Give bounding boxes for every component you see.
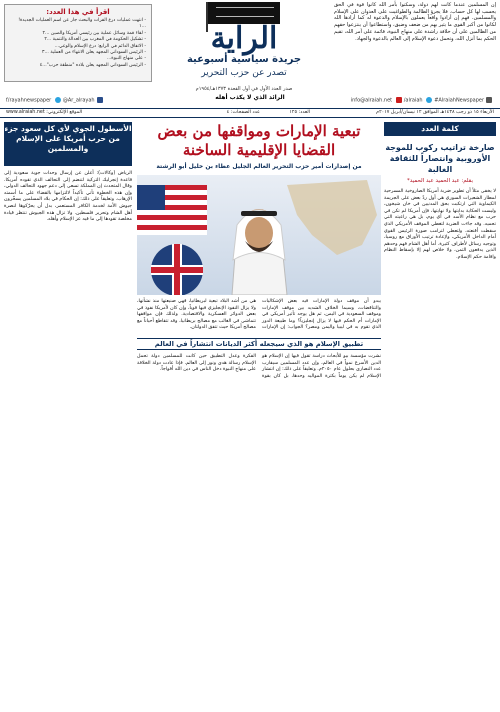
logo-title: الراية	[210, 21, 278, 56]
twitter-icon[interactable]	[55, 97, 61, 103]
facebook-icon[interactable]	[97, 97, 103, 103]
main-story-column	[137, 122, 381, 708]
logo-party: تصدر عن حزب التحرير	[201, 68, 287, 78]
editorial-author: بقلم: عبد الحميد عبد الحميد*	[406, 178, 473, 184]
email-link[interactable]: info@alraiah.net	[350, 97, 393, 104]
editorial-section-label: كلمة العدد	[384, 122, 496, 136]
inside-issue-title: اقرأ في هذا العدد:	[46, 8, 110, 16]
inside-issue-item[interactable]: - على منهاج النبوة...	[106, 56, 146, 62]
inside-issue-list	[10, 18, 146, 69]
social-links-left	[6, 97, 105, 104]
website-link[interactable]: الموقع الإلكتروني: www.alraiah.net	[6, 110, 83, 115]
inside-issue-item[interactable]: - لقاء قمة وسائل عملية بين رئيسي أمريكا والصين ...٢	[42, 30, 146, 36]
youtube-link[interactable]: /alraiah	[403, 97, 423, 104]
first-issue-line: صدر العدد الأول في أول القعدة ١٣٧٣هـ/١٩٥٤م	[195, 86, 293, 92]
editorial-body: لا يخفى مثلاً أن تطوير ضربة أمريكا الصاروخية المسرحية لمطار الشعيرات السوري هي أول ردّ بعض على الجريمة الكيماوية التي ارتكبت بحق المدنيين في خان شيخون، وليست الحكاية بدايتها ولا نهايتها، فإن أمريكا لم تكن في حرب مع نظام الأسد في أي يوم، بل هي راعيته التي تحميه. وقد جاءت الضربة لتغطي الموقف الأمريكي الذي سقطت أقنعته، ولتعطي لترامب صورة الرئيس القوي أمام الداخل الأمريكي، ولإعادة ترتيب الأوراق مع روسيا، وتوجيه رسائل لأطراف كثيرة. أما أهل الشام فهم وحدهم الذين يدفعون الثمن، ولا خلاص لهم إلا بإسقاط النظام واقامة حكم الإسلام.	[384, 189, 496, 260]
uk-flag-icon	[151, 244, 203, 295]
social-links-right	[351, 97, 494, 104]
second-headline[interactable]: تطبيق الإسلام هو الذي سيجعله أكثر الديانات انتشاراً في العالم	[137, 338, 381, 350]
email-icon[interactable]	[486, 97, 492, 103]
newspaper-logo	[156, 2, 332, 86]
main-story-photo	[137, 175, 381, 295]
issue-number: العدد: ١٢٥	[289, 110, 310, 115]
facebook-link[interactable]: f/rayahnewspaper	[6, 97, 52, 104]
flag-inscription-icon	[216, 7, 274, 17]
logo-subtitle: جريدة سياسية أسبوعية	[186, 54, 302, 65]
inside-issue-box	[4, 4, 152, 82]
twitter-link[interactable]: @Ar_alrayah	[62, 97, 95, 104]
side-story-headline[interactable]: الأسطول الجوي لأي كل سعود جزء من حرب أمريكا على الإسلام والمسلمين	[4, 122, 132, 166]
issue-date: الأربعاء ١٥ ذو رجب ١٤٣٨هـ الموافق ١٢ نيسان/أبريل ٢٠١٧م	[376, 110, 494, 115]
main-subheadline: من إصدارات أمير حزب التحرير العالم الجليل عطاء بن خليل أبو الرشتة	[156, 163, 362, 170]
inside-issue-item[interactable]: - انتهت عمليات درع الفرات والبحث جار عن اسم العمليات الجديدة! ...١	[18, 18, 146, 30]
page-count: عدد الصفحات: ٤	[226, 110, 260, 115]
portrait-with-flags-illustration	[137, 175, 381, 295]
us-flag-icon	[137, 185, 207, 235]
hashtag-link[interactable]: #AlraiahNewspaper	[434, 97, 484, 104]
youtube-icon[interactable]	[396, 97, 402, 103]
main-headline[interactable]: تبعية الإمارات ومواقفها من بعض القضايا الإقليمية الساخنة	[157, 122, 361, 159]
inside-issue-item[interactable]: - الرئيس السوداني المجهد يعلن الانتهاء من العملية ...٣	[42, 50, 146, 56]
side-story-column	[4, 122, 132, 708]
issue-info-bar	[0, 108, 500, 118]
motto: الرائد الذي لا يكذب أهله	[215, 94, 285, 101]
second-story-body: نشرت مؤسسة بيو للأبحاث دراسة تقول فيها إن الإسلام هو الدين الأسرع نمواً في العالم، وإن عدد المسلمين سيقارب عدد النصارى بحلول عام ٢٠٥٠م. وتعليقاً على ذلك: إن انتشار الإسلام لم يكن يوماً بكثرة المواليد وحدها، بل كان بقوة الفكرة وعدل التطبيق حين كانت للمسلمين دولة تحمل الإسلام رسالة هدى ونور إلى العالم. فإذا عادت دولة الخلافة على منهاج النبوة دخل الناس في دين الله أفواجاً.	[137, 353, 381, 379]
editorial-title[interactable]: صارخة تراتيب ركوب للموجة الأوروبية وانتصاراً للثقافة الغالبة	[385, 143, 495, 174]
main-story-body: يبدو أن موقف دولة الإمارات فيه بعض الإشكاليات والتناقضات، وسيما الخلاف الشديد بين موقف الإمارات وموقف السعودية في اليمن، ثم هل يوجد تأثير أمريكي في الإمارات أم الحكم فيها لا يزال إنجليزياً؟ وما طبيعة الدور الذي تقوم به في ليبيا واليمن ومصر؟ الجواب: إن الإمارات هي من أشد البلاد تبعية لبريطانيا، فهي صنيعتها منذ نشأتها، ولا يزال النفوذ الإنجليزي فيها قوياً، وإن كان لأمريكا نفوذ في بعض الدوائر العسكرية والاقتصادية. ولذلك فإن مواقفها تتماشى في الغالب مع مصالح بريطانيا، وقد تتقاطع أحياناً مع مصالح أمريكا حيث تتفق الدولتان.	[137, 299, 381, 331]
inside-issue-item[interactable]: - تشكيل الحكومة في المغرب بين العدالة والتنمية ...٢	[44, 37, 146, 43]
inside-issue-item[interactable]: - الاتفاق الدائم في الرابع: درع الإسلام والوعي...	[54, 43, 146, 49]
intro-paragraph: إن المسلمين عندما كانت لهم دولة، وسكنوا بأمر الله كانوا قوة في الحق يحسب لها كل حساب. فلا يجرؤ الظالمة والطواغيت على العدوان على الإسلام والمسلمين. فهم إن أرادوا واقعاً يعملون بالإسلام والدعوة له كما أرادها الله لكانوا من أكبر القوى ما يثير بهم من ضعف وضيق، واستطاعوا أن ينتزعوا حقهم من الظالمين على أن خلافة راشدة على منهاج النبوة، قائمة على أمر الله، تقيم الحكم بما أنزل الله، وتحمل دعوة الإسلام إلى العالم بالدعوة والجهاد.	[334, 2, 496, 42]
masthead	[0, 0, 500, 104]
portrait-figure	[232, 209, 287, 295]
side-story-body: الرياض (وكالات): أعلن عن إرسال وحدات جوية سعودية إلى قاعدة إنجرليك التركية لتنضم إلى التحالف الذي تقوده أمريكا. وقال المتحدث إن المملكة تسعى إلى دعم جهود التحالف الدولي، وإن هذه الخطوة تأتي تأكيداً لالتزامها بالقضاء على ما أسمته الإرهاب. وتعليقاً على ذلك: إن الحكام في بلاد المسلمين يسخّرون جيوش الأمة لخدمة الكافر المستعمر، بدل أن يحرّكوها لنصرة أهل الشام وتحرير فلسطين. ولا تزال هذه الجيوش تنتظر قيادة مخلصة تقودها إلى ما فيه عز الإسلام وأهله.	[4, 171, 132, 223]
inside-issue-item[interactable]: - الرئيس السوداني المجهد يعلن بلاده "منطقة حرب"...٤	[39, 62, 146, 68]
editorial-column	[384, 122, 496, 708]
hashtag-icon[interactable]	[426, 97, 432, 103]
